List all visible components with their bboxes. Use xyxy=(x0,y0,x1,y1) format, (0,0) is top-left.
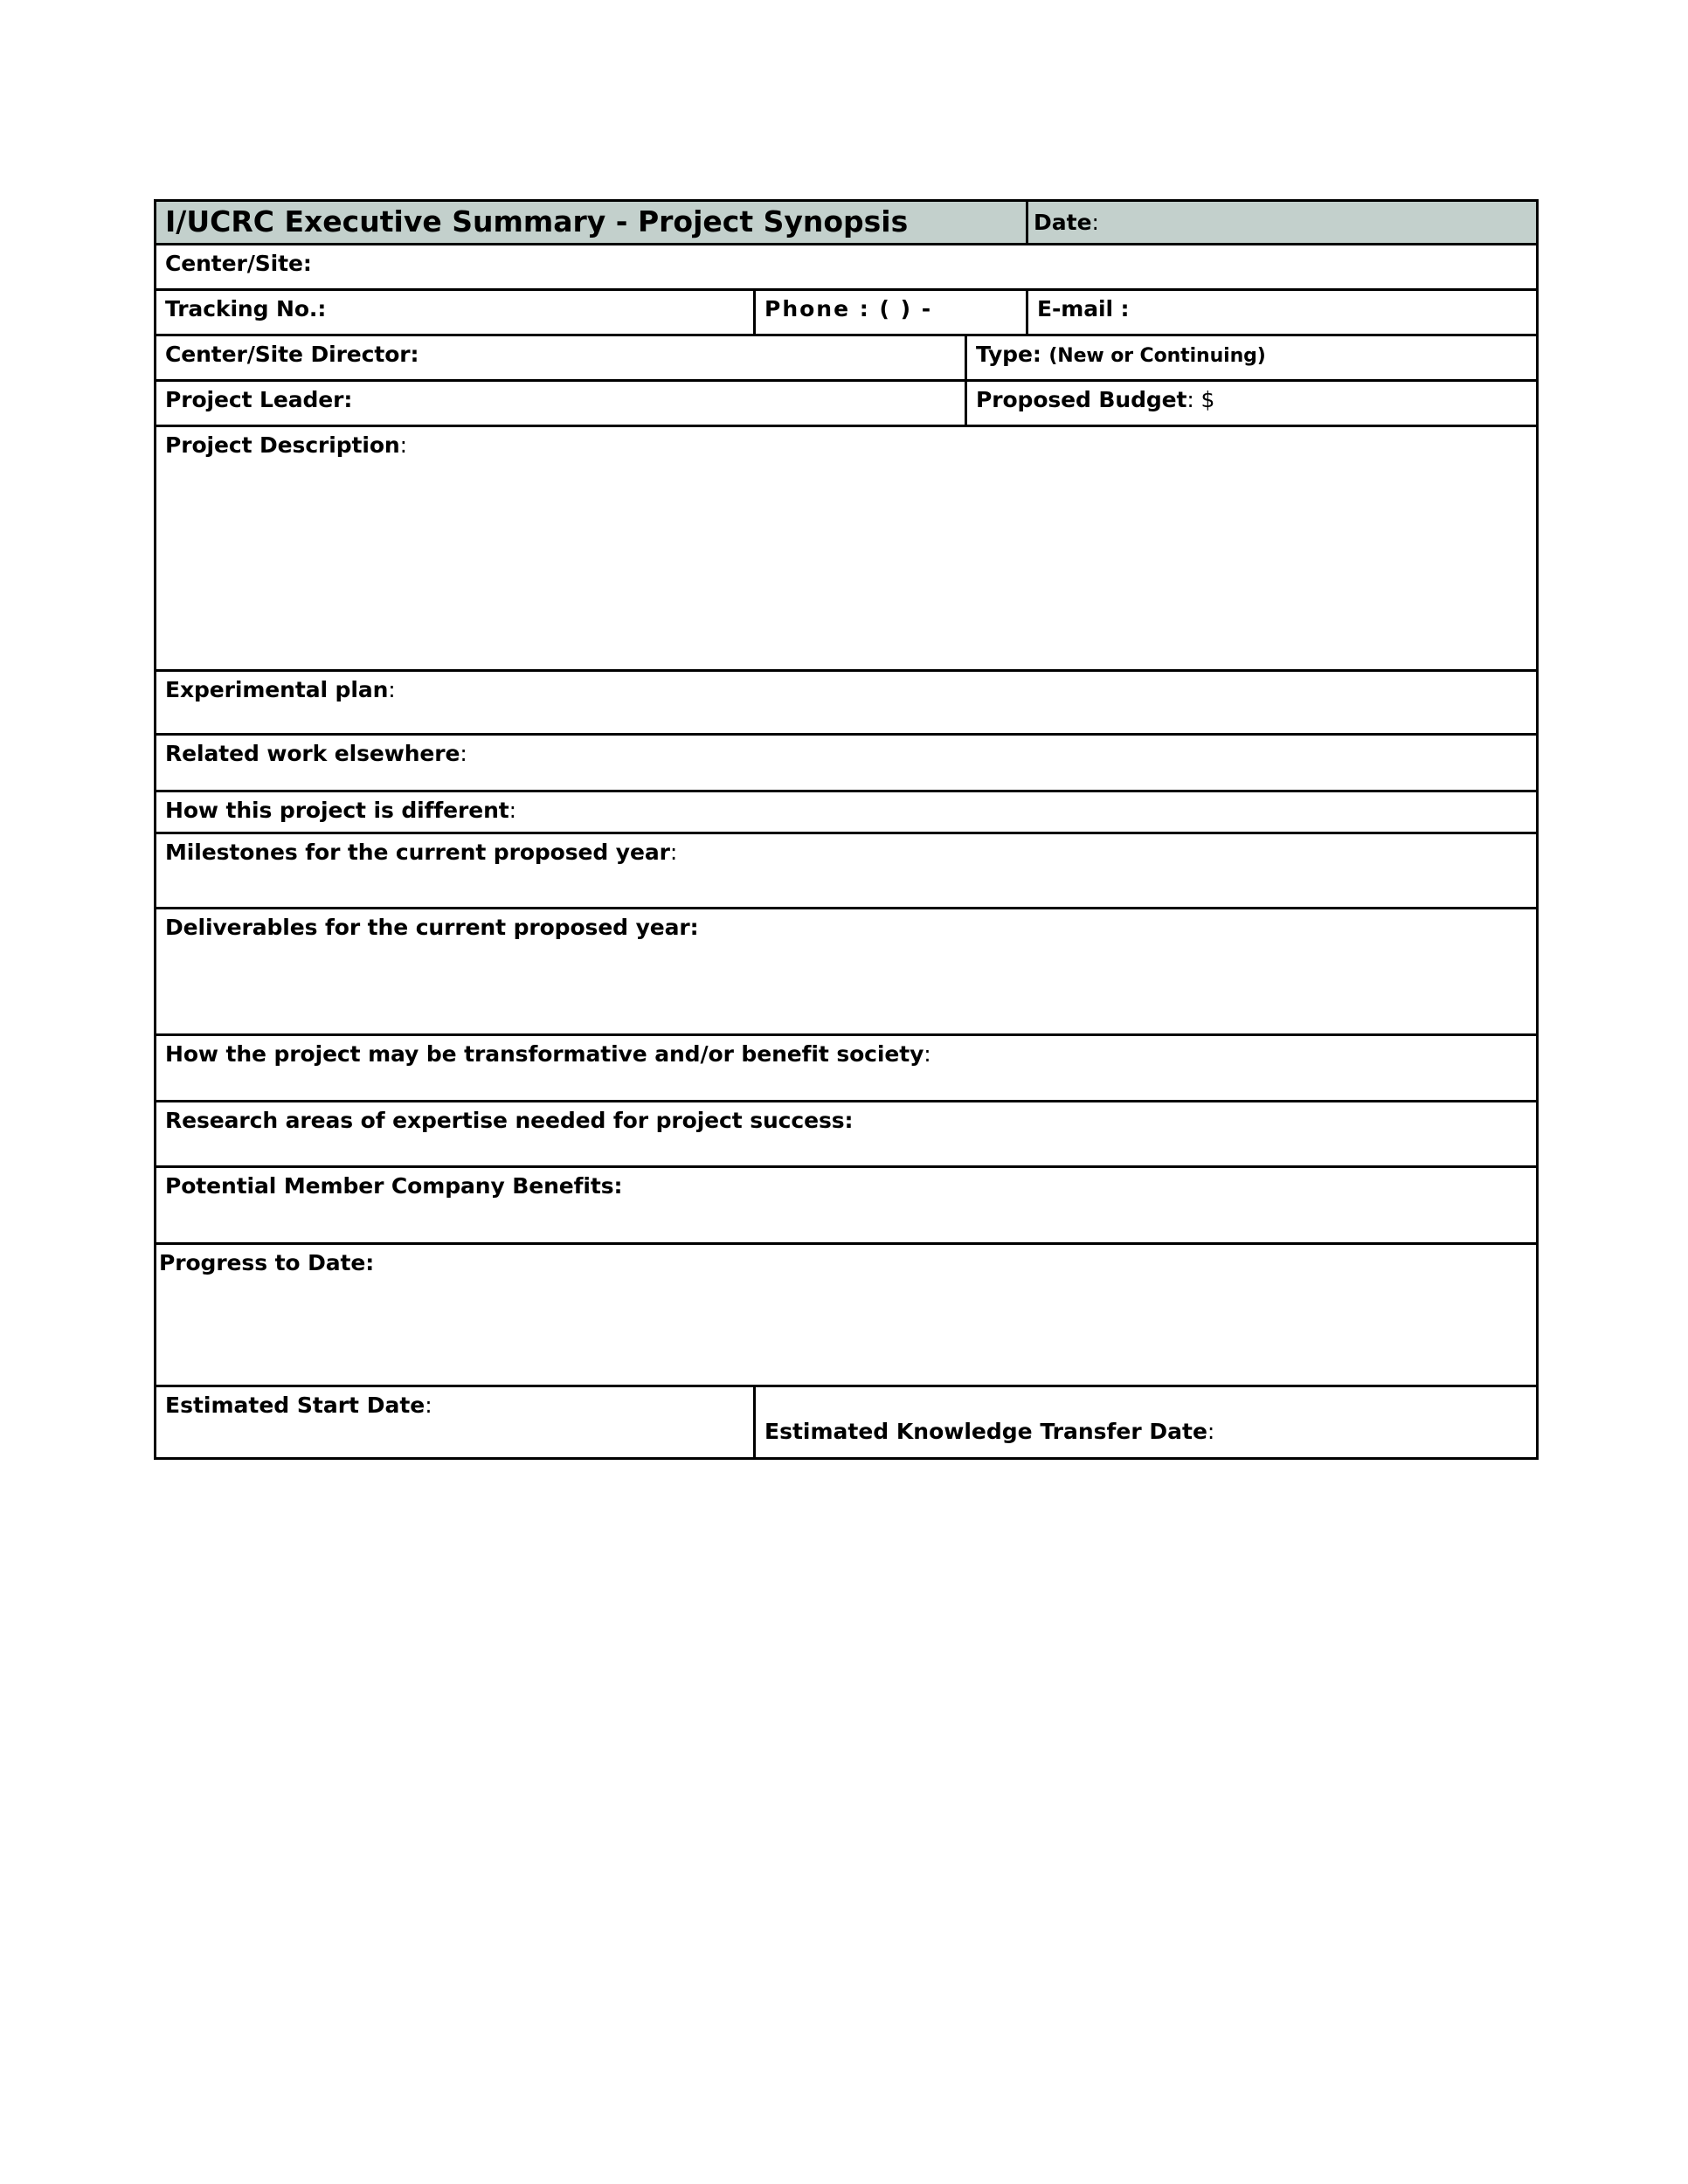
deliverables-label: Deliverables for the current proposed year: xyxy=(165,915,699,940)
project-description-label xyxy=(156,427,1536,460)
form-title-cell xyxy=(156,201,1027,245)
estimated-dates-row xyxy=(156,1386,1538,1459)
date-cell[interactable] xyxy=(1027,201,1538,245)
milestones-cell[interactable] xyxy=(156,833,1538,909)
email-cell[interactable] xyxy=(1027,290,1538,335)
project-synopsis-form xyxy=(154,199,1539,1460)
estimated-knowledge-transfer-text: Estimated Knowledge Transfer Date xyxy=(764,1419,1207,1444)
experimental-plan-label xyxy=(156,672,1536,704)
how-different-cell[interactable] xyxy=(156,791,1538,833)
estimated-start-date-suffix: : xyxy=(425,1393,432,1418)
leader-budget-row xyxy=(156,381,1538,426)
type-label-text: Type: xyxy=(976,342,1041,367)
tracking-phone-email-row xyxy=(156,290,1538,335)
estimated-start-date-label xyxy=(156,1387,753,1418)
transformative-row xyxy=(156,1035,1538,1102)
how-different-row xyxy=(156,791,1538,833)
type-hint: (New or Continuing) xyxy=(1048,345,1266,367)
related-work-label xyxy=(156,736,1536,768)
how-different-label xyxy=(156,792,1536,825)
progress-to-date-cell[interactable] xyxy=(156,1244,1538,1386)
project-leader-cell[interactable] xyxy=(156,381,966,426)
project-description-cell[interactable] xyxy=(156,426,1538,671)
type-cell[interactable] xyxy=(966,335,1538,381)
project-description-text: Project Description xyxy=(165,432,400,458)
experimental-plan-text: Experimental plan xyxy=(165,677,389,702)
how-different-text: How this project is different xyxy=(165,798,509,823)
transformative-cell[interactable] xyxy=(156,1035,1538,1102)
tracking-no-cell[interactable] xyxy=(156,290,755,335)
experimental-plan-suffix: : xyxy=(388,677,396,702)
experimental-plan-cell[interactable] xyxy=(156,671,1538,735)
estimated-start-date-text: Estimated Start Date xyxy=(165,1393,425,1418)
member-benefits-cell[interactable] xyxy=(156,1167,1538,1244)
proposed-budget-suffix: : $ xyxy=(1186,387,1215,412)
center-site-cell[interactable] xyxy=(156,245,1538,290)
center-site-label: Center/Site: xyxy=(165,251,312,276)
experimental-plan-row xyxy=(156,671,1538,735)
related-work-row xyxy=(156,735,1538,791)
date-label xyxy=(1028,202,1536,236)
estimated-start-date-cell[interactable] xyxy=(156,1386,755,1459)
form-title: I/UCRC Executive Summary - Project Synopsis xyxy=(165,204,909,238)
how-different-suffix: : xyxy=(508,798,516,823)
project-description-suffix: : xyxy=(399,432,407,458)
progress-to-date-row xyxy=(156,1244,1538,1386)
member-benefits-label: Potential Member Company Benefits: xyxy=(165,1173,623,1199)
director-type-row xyxy=(156,335,1538,381)
phone-label: Phone : ( ) - xyxy=(764,296,933,321)
project-leader-label: Project Leader: xyxy=(165,387,353,412)
proposed-budget-cell[interactable] xyxy=(966,381,1538,426)
research-areas-row xyxy=(156,1102,1538,1167)
milestones-label xyxy=(156,834,1536,867)
tracking-no-label: Tracking No.: xyxy=(165,296,327,321)
center-site-director-label: Center/Site Director: xyxy=(165,342,419,367)
member-benefits-row xyxy=(156,1167,1538,1244)
center-site-director-cell[interactable] xyxy=(156,335,966,381)
proposed-budget-text: Proposed Budget xyxy=(976,387,1187,412)
email-label: E-mail : xyxy=(1037,296,1130,321)
proposed-budget-label xyxy=(967,382,1536,414)
related-work-suffix: : xyxy=(460,741,467,766)
estimated-knowledge-transfer-suffix: : xyxy=(1207,1419,1215,1444)
deliverables-row xyxy=(156,909,1538,1035)
milestones-suffix: : xyxy=(669,840,678,865)
progress-to-date-label: Progress to Date: xyxy=(159,1250,375,1275)
transformative-label xyxy=(156,1036,1536,1068)
transformative-suffix: : xyxy=(924,1041,931,1067)
phone-cell[interactable] xyxy=(755,290,1027,335)
center-site-row xyxy=(156,245,1538,290)
header-row xyxy=(156,201,1538,245)
milestones-text: Milestones for the current proposed year xyxy=(165,840,670,865)
related-work-cell[interactable] xyxy=(156,735,1538,791)
transformative-text: How the project may be transformative and/or benefit society xyxy=(165,1041,924,1067)
type-label xyxy=(967,336,1536,369)
date-label-suffix: : xyxy=(1091,210,1099,235)
research-areas-label: Research areas of expertise needed for project success: xyxy=(165,1108,854,1133)
deliverables-cell[interactable] xyxy=(156,909,1538,1035)
research-areas-cell[interactable] xyxy=(156,1102,1538,1167)
project-description-row xyxy=(156,426,1538,671)
estimated-knowledge-transfer-label xyxy=(756,1387,1536,1444)
related-work-text: Related work elsewhere xyxy=(165,741,460,766)
milestones-row xyxy=(156,833,1538,909)
date-label-text: Date xyxy=(1034,210,1092,235)
estimated-knowledge-transfer-cell[interactable] xyxy=(755,1386,1538,1459)
